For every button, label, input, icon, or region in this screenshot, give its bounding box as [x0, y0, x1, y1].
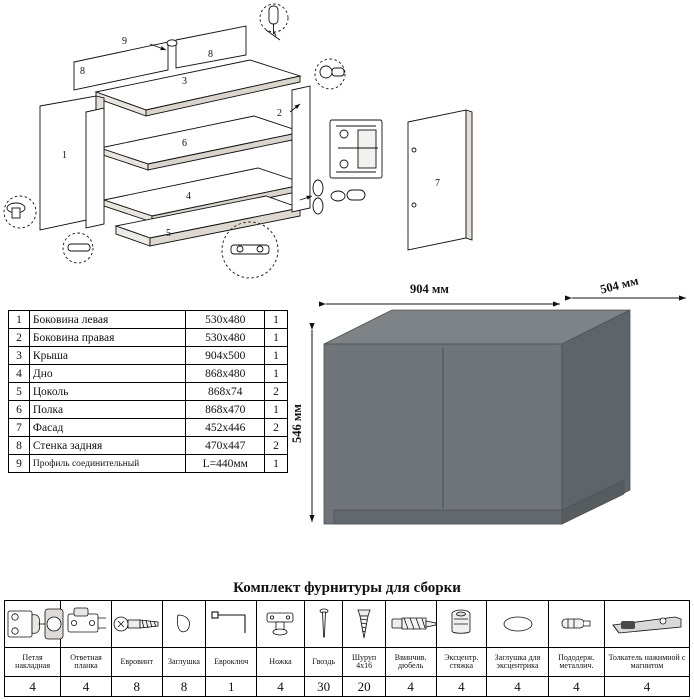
detail-bubble-leg: [4, 196, 36, 228]
table-row: [9, 401, 288, 419]
part-shelf: [100, 116, 302, 170]
table-row: [9, 311, 288, 329]
table-row: [9, 365, 288, 383]
callout-6: 6: [182, 138, 187, 149]
part-qty: 2: [265, 383, 288, 401]
hardware-label: Евроключ: [206, 648, 257, 677]
cap-icon-cell: [162, 601, 206, 648]
part-name: Стенка задняя: [29, 437, 186, 455]
magnet-catch-icon: [605, 609, 689, 639]
part-number: 1: [9, 311, 30, 329]
hardware-icon-row: [5, 601, 690, 648]
part-qty: 1: [265, 329, 288, 347]
shelf-support-icon: [556, 609, 596, 639]
part-left-side-panel-inner: [86, 108, 104, 228]
hardware-kit-table: [4, 600, 690, 697]
part-qty: 2: [265, 419, 288, 437]
hardware-label: Эксцентр. стяжка: [436, 648, 487, 677]
detail-bubble-screw-top: [260, 4, 288, 34]
exploded-view-svg: [0, 0, 694, 290]
part-name: Боковина правая: [29, 329, 186, 347]
hardware-qty: 4: [548, 677, 604, 697]
hardware-label: Евровинт: [111, 648, 162, 677]
table-row: [9, 329, 288, 347]
hardware-qty: 1: [206, 677, 257, 697]
depth-label: 504 мм: [598, 273, 640, 297]
part-qty: 1: [265, 455, 288, 473]
part-number: 9: [9, 455, 30, 473]
fastener-icons: [313, 180, 365, 214]
part-number: 2: [9, 329, 30, 347]
hardware-label: Заглушка: [162, 648, 206, 677]
hardware-label-row: [5, 648, 690, 677]
hinge-icon: [5, 603, 67, 645]
part-size: L=440мм: [186, 455, 265, 473]
part-size: 470х447: [186, 437, 265, 455]
hardware-qty-row: [5, 677, 690, 697]
euro-screw-icon: [112, 609, 162, 639]
hardware-qty: 4: [257, 677, 305, 697]
hardware-label: Шуруп 4х16: [343, 648, 385, 677]
cabinet-svg: [300, 286, 694, 556]
part-size: 868х480: [186, 365, 265, 383]
hardware-label: Ножка: [257, 648, 305, 677]
exploded-assembly-diagram: [0, 0, 694, 285]
hardware-qty: 30: [304, 677, 342, 697]
part-qty: 1: [265, 347, 288, 365]
part-name: Профиль соединительный: [29, 455, 186, 473]
callout-3: 3: [182, 76, 187, 87]
cabinet-3d-view: [289, 273, 690, 556]
eccentric-icon-cell: [436, 601, 487, 648]
cabinet-body: [324, 310, 630, 524]
euro-screw-icon-cell: [111, 601, 162, 648]
part-name: Цоколь: [29, 383, 186, 401]
part-size: 868х74: [186, 383, 265, 401]
part-size: 868х470: [186, 401, 265, 419]
euro-key-icon-cell: [206, 601, 257, 648]
dowel-icon: [386, 609, 442, 639]
eccentric-icon: [445, 605, 477, 643]
callout-7: 7: [435, 178, 440, 189]
part-qty: 1: [265, 365, 288, 383]
detail-bubble-magnet: [63, 233, 93, 263]
detail-bubble-level: [222, 222, 278, 278]
hardware-label: Петля накладная: [5, 648, 61, 677]
hardware-qty: 4: [487, 677, 549, 697]
parts-table: [8, 310, 288, 473]
callout-9: 9: [122, 36, 127, 47]
part-qty: 1: [265, 311, 288, 329]
hardware-label: Ввинчив. дюбель: [385, 648, 436, 677]
part-number: 7: [9, 419, 30, 437]
table-row: [9, 383, 288, 401]
part-name: Полка: [29, 401, 186, 419]
hardware-qty: 8: [111, 677, 162, 697]
detail-bubble-eccentric: [315, 59, 345, 89]
hardware-qty: 4: [604, 677, 689, 697]
callout-8-right: 8: [208, 49, 213, 60]
hardware-qty: 4: [5, 677, 61, 697]
part-rear-wall-right: [176, 26, 246, 68]
hardware-kit-title: Комплект фурнитуры для сборки: [233, 580, 461, 596]
part-name: Боковина левая: [29, 311, 186, 329]
nail-icon: [313, 605, 335, 643]
magnet-catch-icon-cell: [604, 601, 689, 648]
part-size: 530х480: [186, 311, 265, 329]
part-number: 5: [9, 383, 30, 401]
hardware-label: Гвоздь: [304, 648, 342, 677]
callout-4: 4: [186, 191, 191, 202]
hardware-label: Толкатель нажимной с магнитом: [604, 648, 689, 677]
cap-icon: [167, 609, 201, 639]
part-qty: 1: [265, 401, 288, 419]
hinge-detail-group: [330, 120, 382, 178]
hardware-qty: 8: [162, 677, 206, 697]
hardware-label: Ответная планка: [61, 648, 112, 677]
part-name: Фасад: [29, 419, 186, 437]
height-label: 546 мм: [289, 404, 304, 443]
callout-8-left: 8: [80, 66, 85, 77]
table-row: [9, 419, 288, 437]
nail-icon-cell: [304, 601, 342, 648]
part-size: 904х500: [186, 347, 265, 365]
hinge-icon-cell: [5, 601, 61, 648]
callout-5: 5: [166, 228, 171, 239]
eccentric-cap-icon: [498, 611, 538, 637]
part-size: 530х480: [186, 329, 265, 347]
part-facade: [408, 110, 472, 250]
hardware-qty: 4: [385, 677, 436, 697]
leg-icon-cell: [257, 601, 305, 648]
part-name: Дно: [29, 365, 186, 383]
part-name: Крыша: [29, 347, 186, 365]
table-row: [9, 347, 288, 365]
hardware-qty: 4: [436, 677, 487, 697]
hardware-qty: 20: [343, 677, 385, 697]
part-number: 8: [9, 437, 30, 455]
callout-2: 2: [277, 108, 282, 119]
leg-icon: [259, 607, 303, 641]
shelf-support-icon-cell: [548, 601, 604, 648]
hinge-plate-icon-cell: [61, 601, 112, 648]
hinge-plate-icon: [62, 604, 110, 644]
width-label: 904 мм: [410, 282, 449, 296]
hardware-label: Заглушка для эксцентрика: [487, 648, 549, 677]
hardware-label: Пододерж. металлич.: [548, 648, 604, 677]
part-number: 3: [9, 347, 30, 365]
screw-icon-cell: [343, 601, 385, 648]
part-number: 6: [9, 401, 30, 419]
part-right-side-panel: [292, 86, 310, 212]
screw-icon: [349, 605, 379, 643]
eccentric-cap-icon-cell: [487, 601, 549, 648]
part-number: 4: [9, 365, 30, 383]
hardware-qty: 4: [61, 677, 112, 697]
table-row: [9, 437, 288, 455]
callout-1: 1: [62, 150, 67, 161]
table-row: [9, 455, 288, 473]
dowel-icon-cell: [385, 601, 436, 648]
part-qty: 2: [265, 437, 288, 455]
part-size: 452х446: [186, 419, 265, 437]
euro-key-icon: [207, 607, 255, 641]
